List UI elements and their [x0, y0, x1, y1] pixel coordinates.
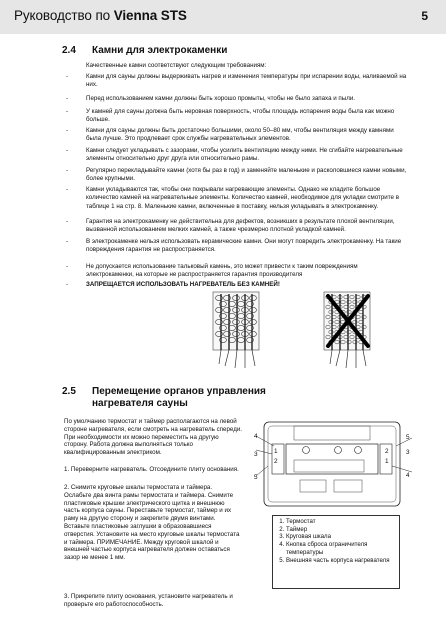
bullet-item: Гарантия на электрокаменку не действительна для дефектов, возникших в результате плохой вентиляции, вызванной использованием мелких камней, а также чрезмерно плотной укладкой камней.: [86, 218, 395, 234]
bullet-dash: -: [66, 108, 69, 115]
callout-label: 1: [385, 458, 389, 465]
section-2-5-intro: По умолчанию термостат и таймер располагаются на левой стороне нагревателя, если смотреть на нагреватель спереди. При необходимости их можно переместить на другую сторону. Работа должна выполняться только квалифицированным электриком.: [64, 418, 243, 457]
bullet-dash: -: [66, 238, 69, 245]
bullet-dash: -: [66, 186, 69, 193]
bullet-dash: -: [66, 127, 69, 134]
heater-stones-wrong-illustration: [316, 290, 378, 372]
bullet-item: У камней для сауны должна быть неровная поверхность, чтобы площадь испарения воды была как можно больше.: [86, 108, 395, 124]
bullet-item: Не допускается использование тальковый камень, это может привести к таким повреждениям электрокаменки, на которые не распространяется гарантия производителя: [86, 263, 358, 279]
section-2-4-intro: Качественные камни соответствуют следующим требованиям:: [86, 62, 267, 69]
callout-label: 1: [274, 448, 278, 455]
bullet-dash: -: [66, 263, 69, 270]
bullet-item: Камни следует укладывать с зазорами, чтобы усилить вентиляцию между ними. Не сгибайте нагревательные элементы относительно друг друга или относительно рамы.: [86, 147, 403, 163]
step-item: 3. Прикрепите плиту основания, установите нагреватель и проверьте его работоспособность.: [64, 593, 233, 608]
callout-label: 4: [406, 472, 410, 479]
bullet-dash: -: [66, 218, 69, 225]
heater-stones-ok-illustration: [205, 290, 267, 372]
page-number: 5: [421, 9, 428, 23]
callout-label: 5: [406, 434, 410, 441]
callout-label: 4: [254, 433, 258, 440]
bullet-dash: -: [66, 281, 69, 288]
legend-item: 1. Термостат: [286, 518, 396, 526]
legend-item: 2. Таймер: [286, 526, 396, 534]
legend-item: 3. Круговая шкала: [286, 533, 396, 541]
bullet-item: Регулярно перекладывайте камни (хотя бы раз в год) и заменяйте маленькие и расколовшиеся камни новыми, более крупными.: [86, 167, 407, 183]
section-2-4-heading: 2.4 Камни для электрокаменки: [62, 45, 228, 56]
legend-item: 4. Кнопка сброса ограничителя температуры: [286, 541, 396, 556]
callout-label: 3: [254, 451, 258, 458]
warning-text: ЗАПРЕЩАЕТСЯ ИСПОЛЬЗОВАТЬ НАГРЕВАТЕЛЬ БЕЗ КАМНЕЙ!: [86, 281, 280, 288]
heater-control-panel-diagram: [254, 420, 414, 512]
bullet-dash: -: [66, 167, 69, 174]
bullet-item: В электрокаменке нельзя использовать керамические камни. Они могут повредить электрокаменку. На такие повреждения гарантия не распространяется.: [86, 238, 402, 254]
bullet-item: Камни укладываются так, чтобы они покрывали нагревающие элементы. Однако не кладите большое количество камней на нагревательные элементы. Количество камней, необходимое для укладки смотрите в таблице 1 на стр. 8. Маленькие камни, включенные в поставку, нельзя укладывать в электрокаменку.: [86, 186, 399, 210]
diagram-legend: [272, 515, 400, 589]
bullet-item: Камни для сауны должны быть достаточно большими, около 50–80 мм, чтобы вентиляция между камнями была лучше. Это продлевает срок службы нагревательных элементов.: [86, 127, 394, 143]
header-title: Руководство по Vienna STS: [14, 8, 187, 23]
callout-label: 2: [385, 448, 389, 455]
step-item: 2. Снимите круговые шкалы термостата и таймера. Ослабьте два винта рамы термостата и таймера. Снимите пластиковые крышки электрического щитка и внешнюю часть корпуса сауны. Переставьте термостат, таймер и их раму на другую сторону и закрепите двумя винтами. Вставьте пластиковые заглушки в образовавшиеся отверстия. Установите на место круговые шкалы термостата и таймера. ПРИМЕЧАНИЕ. Между круговой шкалой и внешней частью корпуса нагревателя должен оставаться зазор не менее 1 мм.: [64, 484, 240, 562]
bullet-item: Камни для сауны должны выдерживать нагрев и изменения температуры при испарении воды, наливаемой на них.: [86, 73, 407, 89]
page-header: [0, 0, 446, 34]
bullet-dash: -: [66, 95, 69, 102]
callout-label: 5: [254, 474, 258, 481]
callout-label: 2: [274, 458, 278, 465]
section-2-5-heading: 2.5 Перемещение органов управления нагревателя сауны: [62, 386, 266, 409]
bullet-dash: -: [66, 147, 69, 154]
bullet-item: Перед использованием камни должны быть хорошо промыты, чтобы не было запаха и пыли.: [86, 95, 355, 102]
bullet-dash: -: [66, 73, 69, 80]
legend-item: 5. Внешняя часть корпуса нагревателя: [286, 557, 396, 565]
callout-label: 3: [406, 449, 410, 456]
step-item: 1. Переверните нагреватель. Отсоедините плиту основания.: [64, 466, 239, 473]
